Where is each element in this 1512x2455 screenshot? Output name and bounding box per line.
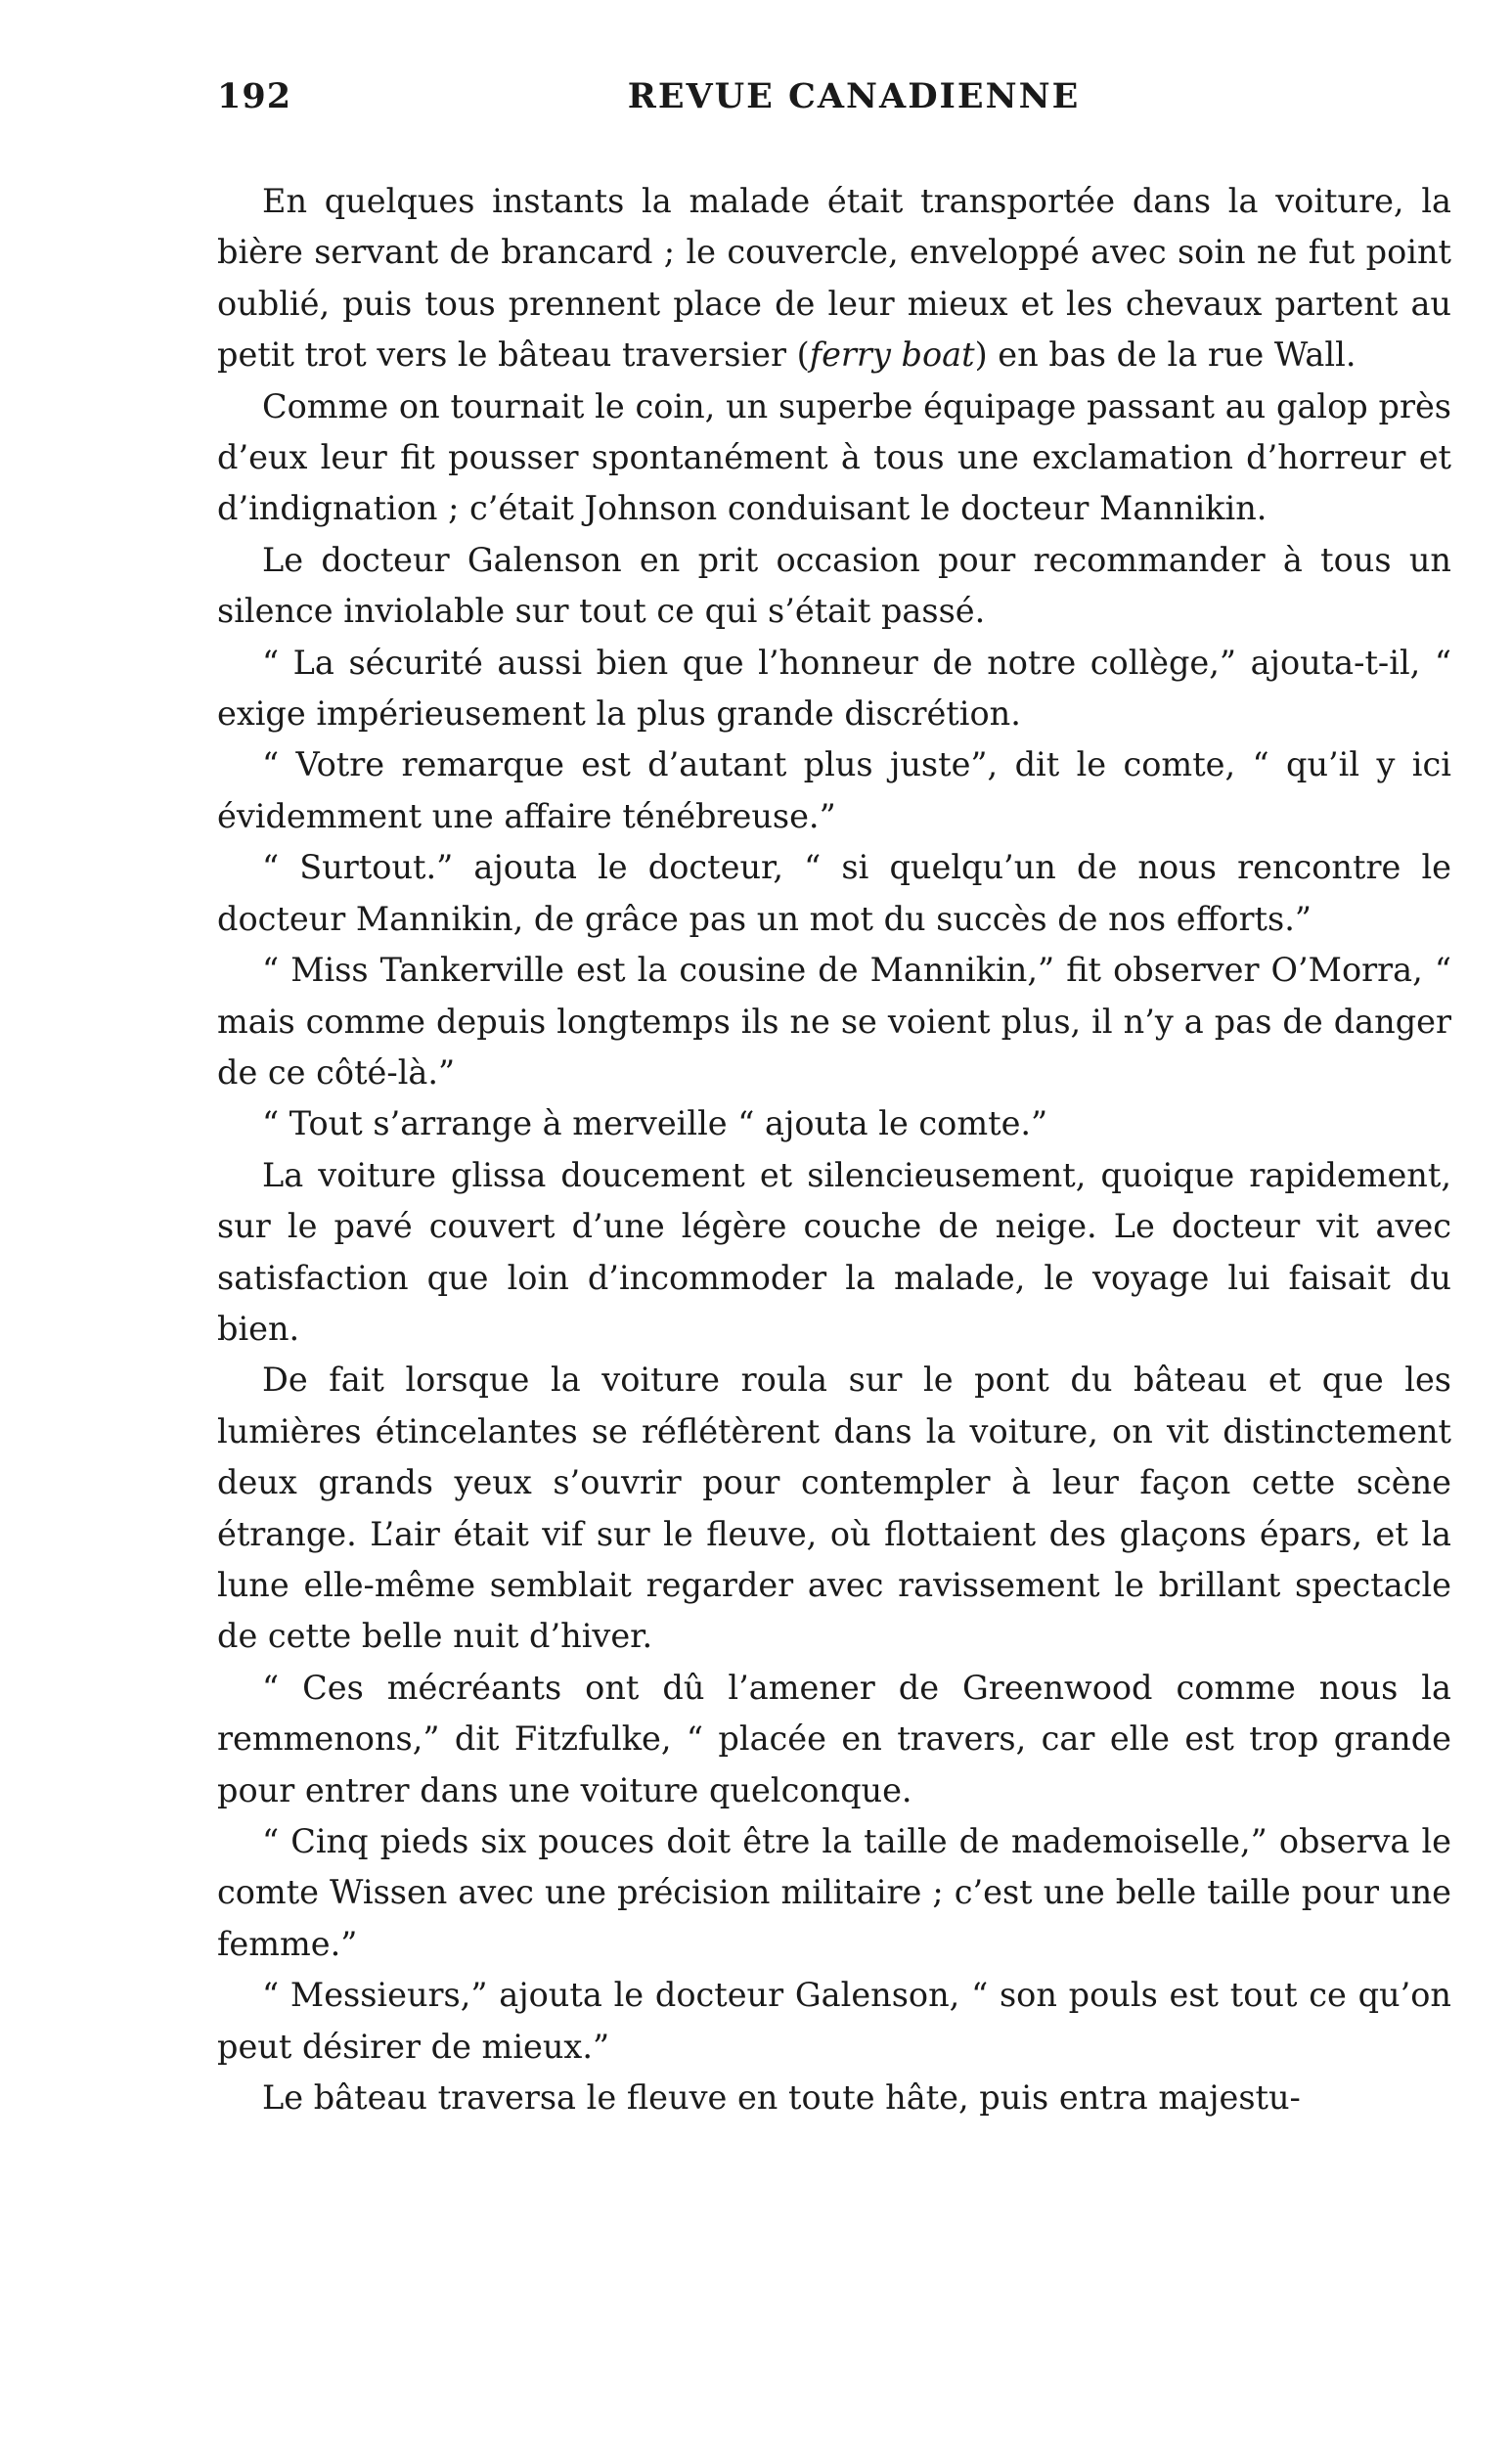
paragraph: “ Miss Tankerville est la cousine de Mannikin,” fit observer O’Morra, “ mais comme depuis longtemps ils ne se voient plus, il n’y a pas de danger de ce côté-là.” <box>217 951 1451 1092</box>
paragraph: “ La sécurité aussi bien que l’honneur de notre collège,” ajouta-t-il, “ exige impérieusement la plus grande discrétion. <box>217 643 1451 734</box>
paragraph: “ Tout s’arrange à merveille “ ajouta le comte.” <box>262 1104 1048 1143</box>
paragraph: “ Surtout.” ajouta le docteur, “ si quelqu’un de nous rencontre le docteur Mannikin, de grâce pas un mot du succès de nos efforts.” <box>217 848 1451 938</box>
page-header <box>217 76 1451 137</box>
paragraph: La voiture glissa doucement et silencieusement, quoique rapidement, sur le pavé couvert d’une légère couche de neige. Le docteur vit avec satisfaction que loin d’incommoder la malade, le voyage lui faisait du bien. <box>217 1155 1451 1348</box>
paragraph: Le docteur Galenson en prit occasion pour recommander à tous un silence inviolable sur tout ce qui s’était passé. <box>217 540 1451 631</box>
paragraph: Le bâteau traversa le fleuve en toute hâte, puis entra majestu- <box>262 2078 1301 2118</box>
paragraph: Comme on tournait le coin, un superbe équipage passant au galop près d’eux leur fit pousser spontanément à tous une exclamation d’horreur et d’indignation ; c’était Johnson conduisant le docteur Mannikin. <box>217 386 1451 528</box>
paragraph: “ Votre remarque est d’autant plus juste”, dit le comte, “ qu’il y ici évidemment une affaire ténébreuse.” <box>217 745 1451 835</box>
paragraph: “ Ces mécréants ont dû l’amener de Greenwood comme nous la remmenons,” dit Fitzfulke, “ placée en travers, car elle est trop grande pour entrer dans une voiture quelconque. <box>217 1668 1451 1809</box>
paragraph: En quelques instants la malade était transportée dans la voiture, la bière servant de brancard ; le couvercle, enveloppé avec soin ne fut point oublié, puis tous prennent place de leur mieux et les chevaux partent au petit trot vers le bâteau traversier (ferry boat) en bas de la rue Wall. <box>217 182 1451 375</box>
paragraph: “ Messieurs,” ajouta le docteur Galenson, “ son pouls est tout ce qu’on peut désirer de mieux.” <box>217 1976 1451 2066</box>
body-text <box>217 176 1451 2123</box>
paragraph: De fait lorsque la voiture roula sur le pont du bâteau et que les lumières étincelantes se réflétèrent dans la voiture, on vit distinctement deux grands yeux s’ouvrir pour contempler à leur façon cette scène étrange. L’air était vif sur le fleuve, où flottaient des glaçons épars, et la lune elle-même semblait regarder avec ravissement le brillant spectacle de cette belle nuit d’hiver. <box>217 1361 1451 1656</box>
italic-phrase: ferry boat <box>809 335 975 375</box>
document-page <box>217 76 1451 2123</box>
running-title: REVUE CANADIENNE <box>627 76 1081 116</box>
paragraph: “ Cinq pieds six pouces doit être la taille de mademoiselle,” observa le comte Wissen avec une précision militaire ; c’est une belle taille pour une femme.” <box>217 1822 1451 1963</box>
page-number: 192 <box>217 76 292 116</box>
